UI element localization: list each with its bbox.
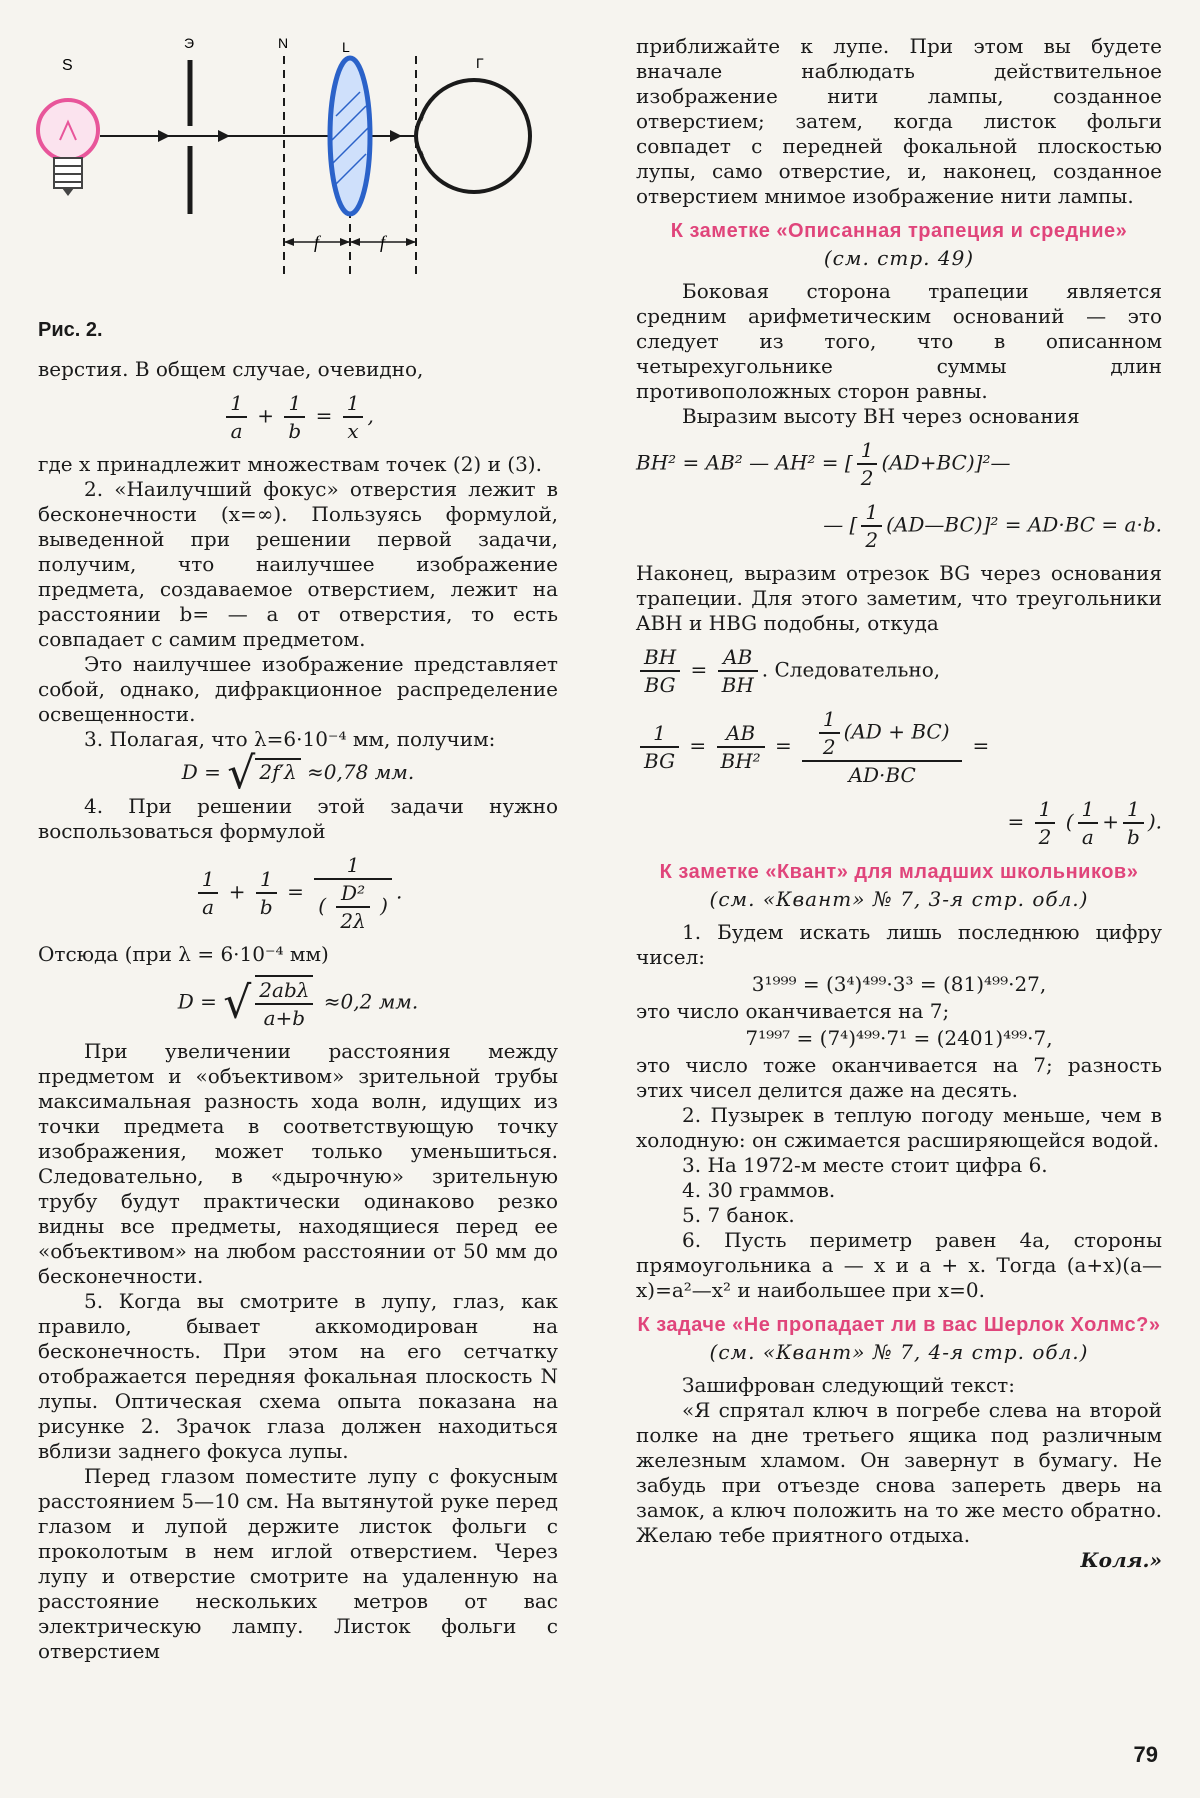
- right-p11: 5. 7 банок.: [682, 1203, 795, 1227]
- eq-similar: $\frac{BH}{BG}$ = $\frac{AB}{BH}$ . Следовательно,: [636, 644, 1162, 698]
- left-p10: Перед глазом поместите лупу с фокусным расстоянием 5—10 см. На вытянутой руке перед глазом и лупой держите листок фольги с проколотым в нем иглой отверстием. Через лупу и отверстие смотрите на удаленную на расстояние нескольких метров от вас электрическую лампу. Листок фольги с отверстием: [38, 1464, 558, 1663]
- right-p10: 4. 30 граммов.: [682, 1178, 836, 1202]
- eq-bg: $\frac{1}{BG}$ = $\frac{AB}{\text{BH²}}$ = $\frac{1}{2}$ (AD + BC) AD·BC =: [636, 706, 1162, 788]
- right-p6: это число оканчивается на 7;: [636, 999, 950, 1023]
- left-p9: 5. Когда вы смотрите в лупу, глаз, как правило, бывает аккомодирован на бесконечность. При этом на его сетчатку отображается передняя фокальная плоскость N лупы. Оптическая схема опыта показана на рисунке 2. Зрачок глаза должен находиться вблизи заднего фокуса лупы.: [38, 1289, 558, 1463]
- page-number: 79: [1133, 1742, 1158, 1767]
- eye-icon: [416, 80, 530, 192]
- left-p1: верстия. В общем случае, очевидно,: [38, 357, 424, 381]
- left-column: [38, 318, 558, 1664]
- label-f-2: f: [380, 232, 386, 252]
- sub-kvant-junior: (см. «Квант» № 7, 3-я стр. обл.): [709, 887, 1089, 911]
- eq-d-02: D = √ $\frac{\text{2abλ}}{a+b}$ ≈0,2 мм.: [38, 975, 558, 1031]
- eq-power-7: 7¹⁹⁹⁷ = (7⁴)⁴⁹⁹·7¹ = (2401)⁴⁹⁹·7,: [745, 1026, 1053, 1050]
- right-p12: 6. Пусть периметр равен 4a, стороны прямоугольника a — x и a + x. Тогда (a+x)(a—x)=a²—x² и наибольшее при x=0.: [636, 1228, 1162, 1302]
- right-p3: Выразим высоту BH через основания: [682, 404, 1080, 428]
- label-eye: Г: [476, 55, 484, 71]
- right-p8: 2. Пузырек в теплую погоду меньше, чем в холодную: он сжимается расширяющейся водой.: [636, 1103, 1162, 1152]
- right-column: [636, 34, 1162, 1573]
- signature: Коля.»: [1080, 1548, 1162, 1572]
- eq-d-fraction: $\frac{1}{a}$ + $\frac{1}{b}$ = 1 ( $\frac{\text{D²}}{2\lambda}$ ) .: [38, 852, 558, 934]
- right-p7: это число тоже оканчивается на 7; разность этих чисел делится даже на десять.: [636, 1053, 1162, 1102]
- eq-bg-result: = $\frac{1}{2}$ ( $\frac{1}{a}$ + $\frac{1}{b}$ ).: [1007, 797, 1162, 849]
- label-lens: L: [342, 39, 350, 55]
- eq-bh-2: — [ $\frac{1}{2}$ (AD—BC)]² = AD·BC = a·b.: [823, 500, 1162, 552]
- right-p1: приближайте к лупе. При этом вы будете вначале наблюдать действительное изображение нити лампы, созданное отверстием; затем, когда листок фольги совпадет с передней фокальной плоскостью лупы, само отверстие, и, наконец, созданное отверстием мнимое изображение нити лампы.: [636, 34, 1162, 208]
- left-p4: Это наилучшее изображение представляет собой, однако, дифракционное распределение освещенности.: [38, 652, 558, 726]
- heading-kvant-junior: К заметке «Квант» для младших школьников»: [659, 861, 1139, 883]
- right-p13: Зашифрован следующий текст:: [682, 1373, 1015, 1397]
- left-p3: 2. «Наилучший фокус» отверстия лежит в бесконечности (x=∞). Пользуясь формулой, выведенной при решении первой задачи, получим, что наилучшее изображение предмета, создаваемое отверстием, лежит на расстоянии b= — a от отверстия, то есть совпадает с самим предметом.: [38, 477, 558, 651]
- left-p5: 3. Полагая, что λ=6·10⁻⁴ мм, получим:: [84, 727, 496, 751]
- eq-lens-formula: $\frac{1}{a}$ + $\frac{1}{b}$ = $\frac{1}{x}$ ,: [38, 390, 558, 444]
- right-p9: 3. На 1972-м месте стоит цифра 6.: [682, 1153, 1048, 1177]
- figure-caption: Рис. 2.: [38, 319, 103, 341]
- right-p2: Боковая сторона трапеции является средним арифметическим оснований — это следует из того, что в описанном четырехугольнике суммы длин противоположных сторон равны.: [636, 279, 1162, 403]
- optics-diagram: [30, 30, 610, 310]
- left-p7: Отсюда (при λ = 6·10⁻⁴ мм): [38, 942, 329, 966]
- sub-trapezoid: (см. стр. 49): [823, 246, 975, 270]
- figure-2: [30, 30, 610, 310]
- heading-sherlock: К задаче «Не пропадает ли в вас Шерлок Холмс?»: [637, 1314, 1161, 1336]
- label-f-1: f: [314, 232, 320, 252]
- heading-trapezoid: К заметке «Описанная трапеция и средние»: [670, 220, 1128, 242]
- right-p4: Наконец, выразим отрезок BG через основания трапеции. Для этого заметим, что треугольники ABH и HBG подобны, откуда: [636, 561, 1162, 635]
- right-p14: «Я спрятал ключ в погребе слева на второй полке на дне третьего ящика под различным железным хламом. Он завернут в бумагу. Не забудь при отъезде снова запереть дверь на замок, а ключ положить на то же место обратно. Желаю тебе приятного отдыха.: [636, 1398, 1162, 1547]
- left-p8: При увеличении расстояния между предметом и «объективом» зрительной трубы максимальная разность хода волн, идущих из точки предмета в соответствующую точку изображения, может только уменьшиться. Следовательно, в «дырочную» зрительную трубу будут практически одинаково резко видны все предметы, находящиеся перед ее «объективом» на любом расстоянии от 50 мм до бесконечности.: [38, 1039, 558, 1288]
- left-p6: 4. При решении этой задачи нужно воспользоваться формулой: [38, 794, 558, 843]
- label-plane-n: N: [278, 35, 289, 51]
- label-screen: Э: [184, 35, 195, 51]
- bulb-icon: [38, 100, 98, 196]
- sub-sherlock: (см. «Квант» № 7, 4-я стр. обл.): [709, 1340, 1089, 1364]
- left-p2: где x принадлежит множествам точек (2) и (3).: [38, 452, 542, 476]
- eq-power-3: 3¹⁹⁹⁹ = (3⁴)⁴⁹⁹·3³ = (81)⁴⁹⁹·27,: [751, 972, 1047, 996]
- right-p5: 1. Будем искать лишь последнюю цифру чисел:: [636, 920, 1162, 969]
- eq-bh-1: BH² = AB² — AH² = [ $\frac{1}{2}$ (AD+BC)]²—: [636, 438, 1011, 490]
- eq-d-078: D = √ 2f′λ ≈0,78 мм.: [181, 748, 415, 799]
- label-source: S: [62, 57, 73, 74]
